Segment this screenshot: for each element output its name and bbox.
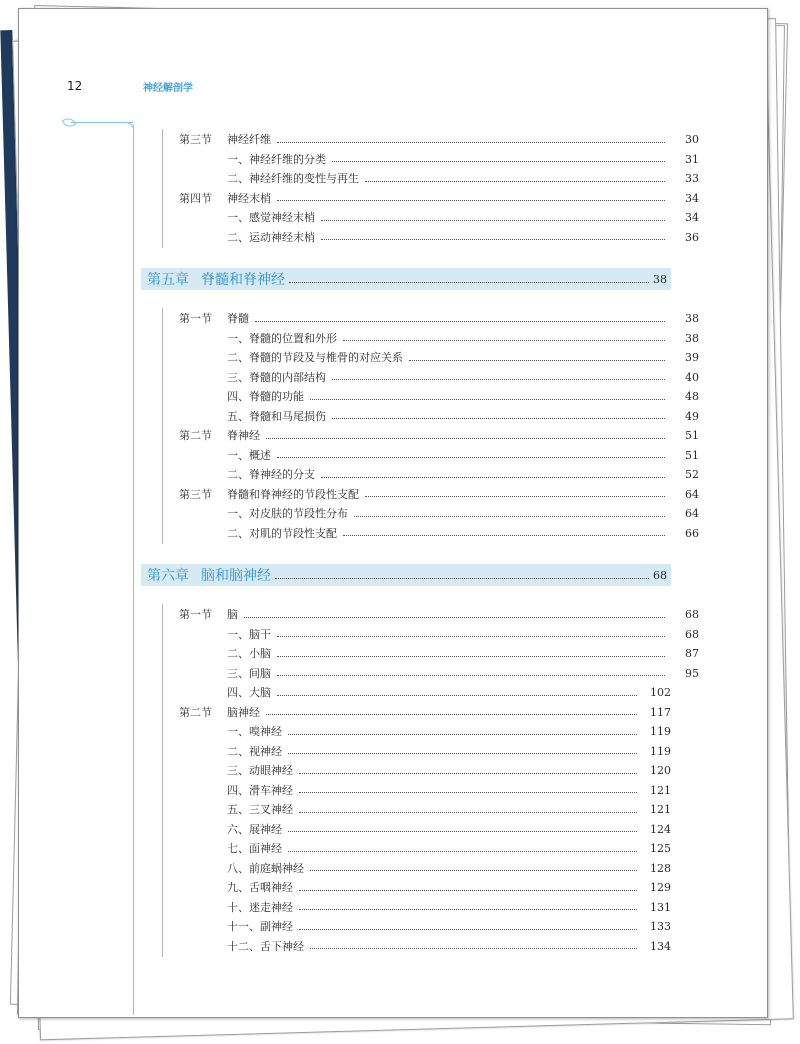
page-ref: 49 — [685, 409, 699, 423]
entry-title: 三、动眼神经 — [227, 762, 297, 780]
page-ref: 68 — [685, 608, 699, 621]
entry-title: 五、脊髓和马尾损伤 — [227, 408, 330, 426]
leader-dots — [299, 792, 637, 793]
entry-title: 一、对皮肤的节段性分布 — [227, 505, 352, 523]
leader-dots — [255, 321, 665, 322]
toc-page — [18, 8, 768, 1018]
page-ref: 87 — [685, 647, 699, 660]
page-ref: 30 — [685, 133, 699, 146]
toc-item[interactable] — [19, 369, 767, 387]
page-ref: 51 — [685, 429, 699, 442]
page-ref: 119 — [650, 725, 671, 738]
toc-item[interactable] — [19, 684, 767, 702]
entry-title: 五、三叉神经 — [227, 801, 297, 819]
toc-item[interactable] — [19, 349, 767, 367]
toc-item[interactable] — [19, 626, 767, 644]
page-ref: 121 — [650, 803, 671, 816]
page-ref: 48 — [685, 390, 699, 403]
entry-title: 神经纤维 — [227, 131, 275, 149]
toc-item[interactable] — [19, 408, 767, 426]
page-ref: 119 — [650, 744, 671, 758]
page-ref: 129 — [650, 881, 671, 894]
group-bracket-line — [162, 129, 163, 248]
toc-section[interactable] — [19, 704, 767, 722]
toc-section[interactable] — [19, 606, 767, 624]
toc-item[interactable] — [19, 330, 767, 348]
leader-dots — [332, 379, 665, 380]
entry-title: 二、脊神经的分支 — [227, 466, 319, 484]
entry-title: 九、舌咽神经 — [227, 879, 297, 897]
entry-title: 一、嗅神经 — [227, 723, 286, 741]
section-number: 第四节 — [179, 191, 212, 205]
entry-title: 神经末梢 — [227, 190, 275, 208]
page-ref: 121 — [650, 783, 671, 797]
chapter-number: 第五章 — [147, 272, 189, 288]
toc-item[interactable] — [19, 938, 767, 956]
leader-dots — [332, 418, 665, 419]
toc-item[interactable] — [19, 505, 767, 523]
entry-title: 二、视神经 — [227, 743, 286, 761]
section-number: 第三节 — [179, 487, 212, 501]
toc-item[interactable] — [19, 879, 767, 897]
leader-dots — [332, 161, 665, 162]
toc-item[interactable] — [19, 801, 767, 819]
entry-title: 一、概述 — [227, 447, 275, 465]
page-ref: 38 — [685, 331, 699, 345]
page-ref: 120 — [650, 764, 671, 777]
chapter-number: 第六章 — [147, 568, 189, 584]
toc-item[interactable] — [19, 645, 767, 663]
entry-title: 脑神经 — [227, 704, 264, 722]
page-ref: 38 — [653, 272, 667, 286]
entry-title: 七、面神经 — [227, 840, 286, 858]
book-title: 神经解剖学 — [143, 83, 193, 94]
page-ref: 33 — [685, 172, 699, 185]
toc-section[interactable] — [19, 190, 767, 208]
entry-title: 脑 — [227, 606, 242, 624]
leader-dots — [277, 200, 665, 201]
leader-dots — [409, 360, 665, 361]
leader-dots — [277, 457, 665, 458]
page-ref: 64 — [685, 487, 699, 501]
chapter-heading[interactable] — [141, 268, 671, 290]
table-of-contents — [19, 9, 767, 1017]
page-ref: 40 — [685, 370, 699, 384]
leader-dots — [289, 282, 649, 283]
page-ref: 52 — [685, 468, 699, 481]
page-ref: 134 — [650, 939, 671, 953]
toc-item[interactable] — [19, 821, 767, 839]
page-ref: 66 — [685, 526, 699, 540]
leader-dots — [343, 340, 665, 341]
page-ref: 124 — [650, 822, 671, 836]
entry-title: 二、运动神经末梢 — [227, 229, 319, 247]
page-ref: 39 — [685, 351, 699, 364]
page-ref: 34 — [685, 211, 699, 224]
entry-title: 六、展神经 — [227, 821, 286, 839]
entry-title: 十一、副神经 — [227, 918, 297, 936]
section-number: 第一节 — [179, 312, 212, 325]
entry-title: 四、大脑 — [227, 684, 275, 702]
page-ref: 34 — [685, 191, 699, 205]
leader-dots — [275, 578, 649, 579]
toc-item[interactable] — [19, 665, 767, 683]
leader-dots — [277, 656, 665, 657]
leader-dots — [299, 929, 637, 930]
leader-dots — [310, 399, 665, 400]
toc-item[interactable] — [19, 525, 767, 543]
toc-item[interactable] — [19, 209, 767, 227]
toc-item[interactable] — [19, 170, 767, 188]
page-ref: 38 — [685, 312, 699, 325]
toc-item[interactable] — [19, 860, 767, 878]
leader-dots — [288, 831, 637, 832]
leader-dots — [266, 438, 665, 439]
toc-item[interactable] — [19, 782, 767, 800]
toc-item[interactable] — [19, 743, 767, 761]
page-ref: 95 — [685, 666, 699, 680]
leader-dots — [277, 636, 665, 637]
entry-title: 三、脊髓的内部结构 — [227, 369, 330, 387]
section-number: 第三节 — [179, 133, 212, 146]
leader-dots — [299, 909, 637, 910]
entry-title: 四、脊髓的功能 — [227, 388, 308, 406]
leader-dots — [321, 477, 665, 478]
section-number: 第二节 — [179, 429, 212, 442]
leader-dots — [288, 851, 637, 852]
leader-dots — [288, 734, 637, 735]
toc-item[interactable] — [19, 388, 767, 406]
toc-item[interactable] — [19, 151, 767, 169]
leader-dots — [277, 695, 637, 696]
section-number: 第二节 — [179, 705, 212, 719]
toc-item[interactable] — [19, 918, 767, 936]
toc-section[interactable] — [19, 131, 767, 149]
toc-section[interactable] — [19, 427, 767, 445]
entry-title: 四、滑车神经 — [227, 782, 297, 800]
page-ref: 131 — [650, 900, 671, 914]
page-ref: 31 — [685, 152, 699, 166]
page-ref: 68 — [653, 568, 667, 582]
leader-dots — [244, 617, 665, 618]
entry-title: 脊神经 — [227, 427, 264, 445]
leader-dots — [310, 870, 637, 871]
entry-title: 二、小脑 — [227, 645, 275, 663]
leader-dots — [365, 496, 665, 497]
leader-dots — [365, 181, 665, 182]
leader-dots — [299, 812, 637, 813]
page-ref: 102 — [650, 686, 671, 699]
page-number: 12 — [67, 79, 83, 93]
entry-title: 脊髓 — [227, 310, 253, 328]
toc-section[interactable] — [19, 486, 767, 504]
leader-dots — [321, 220, 665, 221]
entry-title: 二、脊髓的节段及与椎骨的对应关系 — [227, 349, 407, 367]
leader-dots — [343, 535, 665, 536]
page-ref: 125 — [650, 842, 671, 855]
entry-title: 一、脑干 — [227, 626, 275, 644]
toc-item[interactable] — [19, 762, 767, 780]
entry-title: 二、对肌的节段性支配 — [227, 525, 341, 543]
leader-dots — [299, 773, 637, 774]
chapter-title: 脊髓和脊神经 — [201, 272, 285, 288]
entry-title: 三、间脑 — [227, 665, 275, 683]
chapter-heading[interactable] — [141, 564, 671, 586]
entry-title: 一、脊髓的位置和外形 — [227, 330, 341, 348]
entry-title: 八、前庭蜗神经 — [227, 860, 308, 878]
page-ref: 128 — [650, 861, 671, 875]
section-number: 第一节 — [179, 608, 212, 621]
leader-dots — [277, 675, 665, 676]
page-ref: 117 — [650, 705, 671, 719]
toc-item[interactable] — [19, 723, 767, 741]
leader-dots — [288, 753, 637, 754]
group-bracket-line — [162, 308, 163, 544]
leader-dots — [354, 516, 665, 517]
page-ref: 51 — [685, 448, 699, 462]
page-ref: 36 — [685, 230, 699, 244]
leader-dots — [266, 714, 637, 715]
group-bracket-line — [162, 604, 163, 957]
entry-title: 十、迷走神经 — [227, 899, 297, 917]
page-ref: 68 — [685, 627, 699, 641]
toc-item[interactable] — [19, 899, 767, 917]
toc-item[interactable] — [19, 466, 767, 484]
page-ref: 133 — [650, 920, 671, 933]
chapter-title: 脑和脑神经 — [201, 568, 271, 584]
entry-title: 十二、舌下神经 — [227, 938, 308, 956]
entry-title: 二、神经纤维的变性与再生 — [227, 170, 363, 188]
toc-item[interactable] — [19, 447, 767, 465]
leader-dots — [321, 239, 665, 240]
leader-dots — [310, 948, 637, 949]
toc-item[interactable] — [19, 229, 767, 247]
entry-title: 一、感觉神经末梢 — [227, 209, 319, 227]
toc-section[interactable] — [19, 310, 767, 328]
entry-title: 脊髓和脊神经的节段性支配 — [227, 486, 363, 504]
toc-item[interactable] — [19, 840, 767, 858]
page-ref: 64 — [685, 507, 699, 520]
leader-dots — [277, 142, 665, 143]
entry-title: 一、神经纤维的分类 — [227, 151, 330, 169]
leader-dots — [299, 890, 637, 891]
